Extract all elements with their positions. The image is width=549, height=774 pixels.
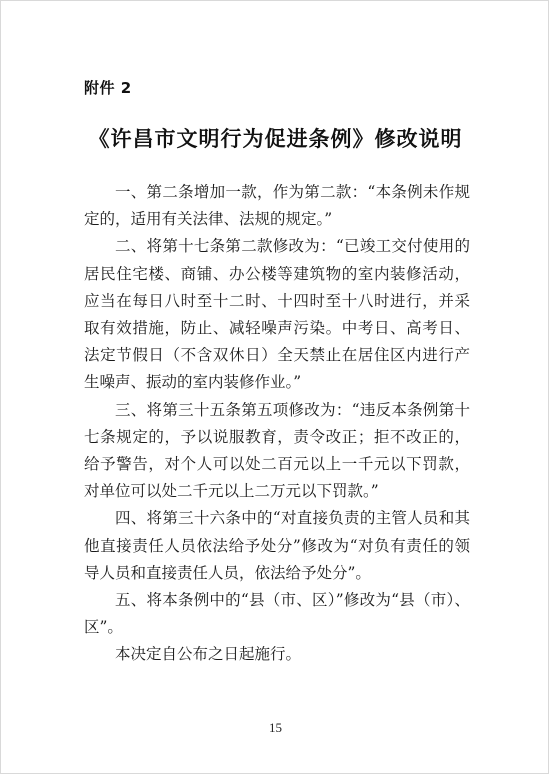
paragraph-5: 五、将本条例中的“县（市、区）”修改为“县（市）、区”。 [84,591,470,637]
paragraph-effective-date: 本决定自公布之日起施行。 [115,645,302,664]
page-number: 15 [269,720,282,735]
paragraph-4: 四、将第三十六条中的“对直接负责的主管人员和其他直接责任人员依法给予处分”修改为“对负有责任的领导人员和直接责任人员，依法给予处分”。 [84,509,470,582]
document-title: 《许昌市文明行为促进条例》修改说明 [88,126,463,151]
paragraph-2: 二、将第十七条第二款修改为：“已竣工交付使用的居民住宅楼、商铺、办公楼等建筑物的室内装修活动，应当在每日八时至十二时、十四时至十八时进行，并采取有效措施，防止、减轻噪声污染。中考日、高考日、法定节假日（不含双休日）全天禁止在居住区内进行产生噪声、振动的室内装修作业。” [84,237,470,392]
paragraph-1: 一、第二条增加一款，作为第二款：“本条例未作规定的，适用有关法律、法规的规定。” [84,183,470,229]
attachment-label: 附件 2 [84,79,132,97]
paragraph-3: 三、将第三十五条第五项修改为：“违反本条例第十七条规定的，予以说服教育，责令改正；拒不改正的，给予警告，对个人可以处二百元以上一千元以下罚款，对单位可以处二千元以上二万元以下罚款。” [84,400,470,501]
document-body [84,179,470,669]
